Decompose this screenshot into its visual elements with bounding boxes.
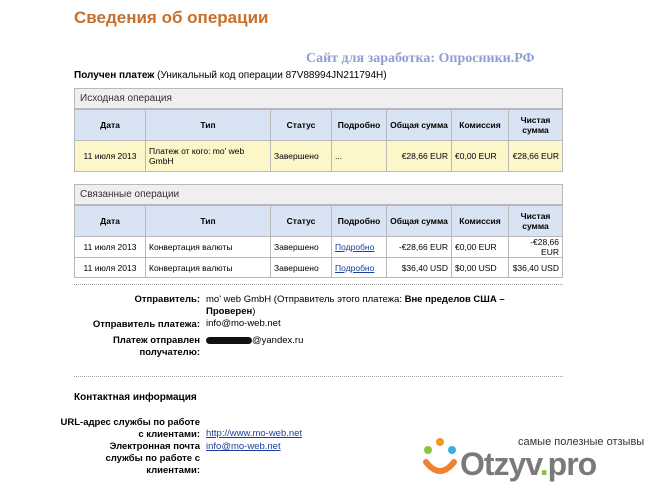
col-date: Дата [75,110,146,141]
cell-fee: €0,00 EUR [452,237,509,258]
cell-type: Конвертация валюты [146,237,271,258]
sender-label: Отправитель: [134,294,200,305]
otzyv-tagline: самые полезные отзывы [518,436,645,448]
cell-status: Завершено [271,237,332,258]
cell-status: Завершено [271,141,332,172]
table-header-row [75,206,562,237]
cell-net: $36,40 USD [509,258,563,278]
col-details: Подробно [332,110,387,141]
cell-type: Платеж от кого: mo' web GmbH [146,141,271,172]
otzyv-brand-name: Otzyv [460,446,540,482]
support-email-link[interactable]: info@mo-web.net [206,441,281,452]
related-operations-panel [74,184,563,278]
col-fee: Комиссия [452,206,509,237]
contact-heading: Контактная информация [74,392,197,403]
recipient-value [206,335,303,346]
col-status: Статус [271,206,332,237]
watermark-text: Сайт для заработка: Опросники.РФ [306,51,535,66]
original-operation-panel [74,88,563,172]
col-total: Общая сумма [387,206,452,237]
original-operation-heading: Исходная операция [75,89,562,109]
recipient-domain: @yandex.ru [252,335,304,346]
col-net: Чистая сумма [509,206,563,237]
otzyv-brand [460,446,596,483]
payment-summary [74,70,387,81]
cell-fee: $0,00 USD [452,258,509,278]
col-net: Чистая сумма [509,110,563,141]
cell-date: 11 июля 2013 [75,258,146,278]
sender-name: mo' web GmbH (Отправитель этого платежа: [206,294,402,305]
payer-email-value: info@mo-web.net [206,318,281,329]
cell-type: Конвертация валюты [146,258,271,278]
col-fee: Комиссия [452,110,509,141]
col-type: Тип [146,110,271,141]
col-status: Статус [271,110,332,141]
cell-date: 11 июля 2013 [75,237,146,258]
col-date: Дата [75,206,146,237]
cell-details: ... [332,141,387,172]
table-row [75,141,562,172]
related-operations-heading: Связанные операции [75,185,562,205]
otzyv-brand-dot: . [539,446,548,482]
table-header-row [75,110,562,141]
cell-total: -€28,66 EUR [387,237,452,258]
table-row [75,258,562,278]
cell-fee: €0,00 EUR [452,141,509,172]
col-type: Тип [146,206,271,237]
details-link[interactable]: Подробно [335,262,375,273]
details-link[interactable]: Подробно [335,242,375,252]
payment-label: Получен платеж [74,70,155,81]
payment-code: (Уникальный код операции 87V88994JN211794H) [157,70,387,81]
original-operation-table [75,109,562,171]
col-total: Общая сумма [387,110,452,141]
recipient-label: Платеж отправлен получателю: [112,335,200,358]
support-url-link[interactable]: http://www.mo-web.net [206,428,303,439]
sender-end: ) [252,306,256,317]
divider [74,376,563,377]
support-email-label: Электронная почта службы по работе с клиентами: [105,441,200,476]
cell-net: -€28,66 EUR [509,237,563,258]
cell-net: €28,66 EUR [509,141,563,172]
cell-total: $36,40 USD [387,258,452,278]
table-row [75,237,562,258]
page-title: Сведения об операции [74,8,269,27]
support-url-label: URL-адрес службы по работе с клиентами: [60,417,200,440]
cell-total: €28,66 EUR [387,141,452,172]
cell-status: Завершено [271,258,332,278]
col-details: Подробно [332,206,387,237]
otzyv-logo-icon [420,436,460,484]
sender-value [206,294,526,318]
divider [74,284,563,285]
cell-date: 11 июля 2013 [75,141,146,172]
related-operations-table [75,205,562,277]
payer-email-label: Отправитель платежа: [92,319,200,330]
otzyv-brand-tld: pro [547,446,597,482]
sender-status: Вне пределов США – Проверен [206,294,505,317]
redacted-block [206,337,252,344]
otzyv-watermark [418,426,650,487]
